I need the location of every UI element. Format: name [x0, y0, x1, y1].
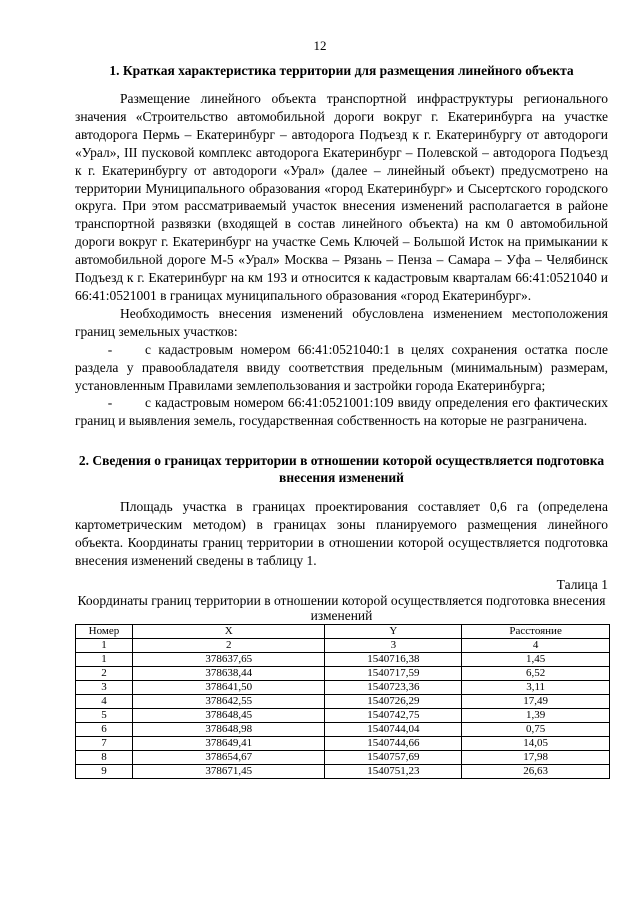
cell-y: 1540751,23 [325, 764, 462, 778]
list-dash: - [107, 341, 113, 357]
cell-x: 378642,55 [132, 694, 325, 708]
table-row [76, 708, 610, 722]
coordinates-table [75, 624, 610, 779]
list-item-text: с кадастровым номером 66:41:0521040:1 в целях сохранения остатка после раздела у правообладателя ввиду соответствия предельным (минимальным) размерам, установленным Правилами землепользования и застройки города Екатеринбурга; [75, 341, 608, 393]
cell-y: 1540744,66 [325, 736, 462, 750]
cell-y: 1540726,29 [325, 694, 462, 708]
index-cell: 2 [132, 638, 325, 652]
list-dash: - [107, 395, 113, 411]
section-2-paragraph: Площадь участка в границах проектирования составляет 0,6 га (определена картометрическим методом) в границах зоны планируемого размещения линейного объекта. Координаты границ территории в отношении которой осуществляется подготовка внесения изменений сведены в таблицу 1. [75, 499, 608, 568]
cell-x: 378654,67 [132, 750, 325, 764]
table-row [76, 722, 610, 736]
cell-number: 7 [76, 736, 133, 750]
cell-y: 1540723,36 [325, 680, 462, 694]
table-label: Талица 1 [556, 576, 608, 592]
page-content [75, 62, 608, 779]
cell-number: 9 [76, 764, 133, 778]
cell-y: 1540744,04 [325, 722, 462, 736]
list-item-text: с кадастровым номером 66:41:0521001:109 ввиду определения его фактических границ и выявления земель, государственная собственность на которые не разграничена. [75, 395, 608, 429]
section-1-paragraph-2: Необходимость внесения изменений обусловлена изменением местоположения границ земельных участков: [75, 305, 608, 339]
section-1-paragraph-1: Размещение линейного объекта транспортной инфраструктуры регионального значения «Строительство автомобильной дороги вокруг г. Екатеринбурга на участке автодорога Пермь – Екатеринбург – автодорога Подъезд к г. Екатеринбургу от автодороги «Урал», III пусковой комплекс автодорога Екатеринбург – Полевской – автодорога Подъезд к г. Екатеринбургу от автодороги «Урал» (далее – линейный объект) предусмотрено на территории Муниципального образования «город Екатеринбург» и Сысертского городского округа. При этом рассматриваемый участок внесения изменений располагается в районе транспортной развязки (входящей в состав линейного объекта) на км 0 автомобильной дороги вокруг г. Екатеринбург на участке Семь Ключей – Большой Исток на примыкании к автомобильной дороге М-5 «Урал» Москва – Рязань – Пенза – Самара – Уфа – Челябинск Подъезд к г. Екатеринбург на км 193 и относится к кадастровым кварталам 66:41:0521040 и 66:41:0521001 в границах муниципального образования «город Екатеринбург». [75, 91, 608, 303]
cell-x: 378649,41 [132, 736, 325, 750]
cell-x: 378638,44 [132, 666, 325, 680]
table-row [76, 764, 610, 778]
header-distance: Расстояние [462, 624, 610, 638]
table-row [76, 652, 610, 666]
index-cell: 4 [462, 638, 610, 652]
header-y: Y [325, 624, 462, 638]
cell-distance: 14,05 [462, 736, 610, 750]
table-row [76, 750, 610, 764]
section-1-title: 1. Краткая характеристика территории для размещения линейного объекта [109, 63, 574, 78]
header-x: X [132, 624, 325, 638]
section-2-title: 2. Сведения о границах территории в отношении которой осуществляется подготовка внесения изменений [78, 453, 605, 486]
cell-y: 1540757,69 [325, 750, 462, 764]
cell-number: 2 [76, 666, 133, 680]
table-row [76, 680, 610, 694]
cell-distance: 1,45 [462, 652, 610, 666]
table-caption: Координаты границ территории в отношении которой осуществляется подготовка внесения изменений [77, 592, 606, 624]
header-number: Номер [76, 624, 133, 638]
cell-x: 378637,65 [132, 652, 325, 666]
cell-distance: 17,49 [462, 694, 610, 708]
cell-y: 1540717,59 [325, 666, 462, 680]
page-number: 12 [313, 38, 327, 53]
table-row [76, 694, 610, 708]
cell-number: 5 [76, 708, 133, 722]
cell-x: 378648,45 [132, 708, 325, 722]
cell-distance: 3,11 [462, 680, 610, 694]
cell-number: 3 [76, 680, 133, 694]
table-row [76, 736, 610, 750]
cell-distance: 26,63 [462, 764, 610, 778]
cell-x: 378671,45 [132, 764, 325, 778]
cell-number: 6 [76, 722, 133, 736]
table-index-row [76, 638, 610, 652]
cell-distance: 0,75 [462, 722, 610, 736]
cell-distance: 17,98 [462, 750, 610, 764]
list-item [75, 394, 608, 430]
cell-number: 8 [76, 750, 133, 764]
table-row [76, 666, 610, 680]
cell-distance: 1,39 [462, 708, 610, 722]
cell-x: 378641,50 [132, 680, 325, 694]
table-header-row [76, 624, 610, 638]
cell-y: 1540742,75 [325, 708, 462, 722]
index-cell: 3 [325, 638, 462, 652]
cell-number: 4 [76, 694, 133, 708]
cell-x: 378648,98 [132, 722, 325, 736]
index-cell: 1 [76, 638, 133, 652]
cell-number: 1 [76, 652, 133, 666]
list-item [75, 341, 608, 395]
cell-distance: 6,52 [462, 666, 610, 680]
cell-y: 1540716,38 [325, 652, 462, 666]
